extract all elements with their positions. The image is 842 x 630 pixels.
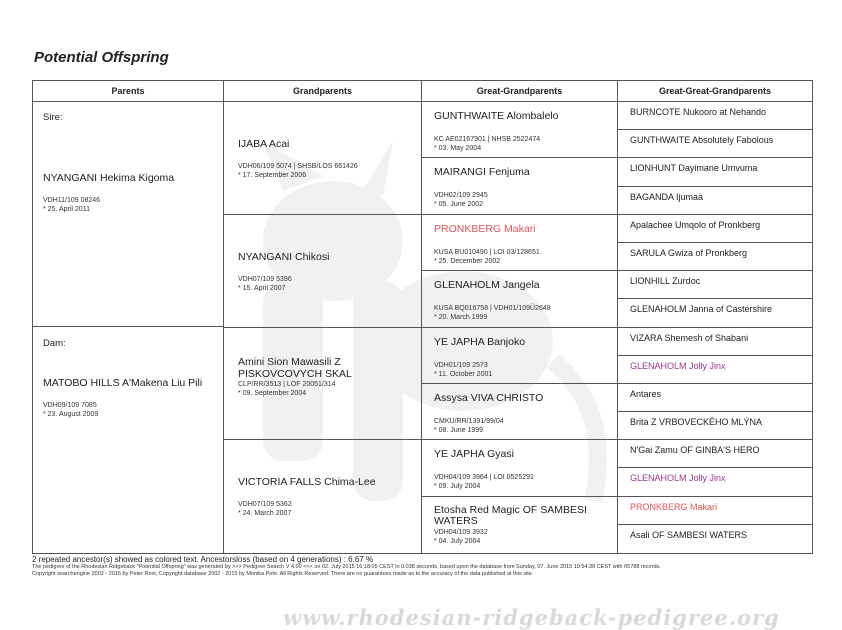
grandparent-reg: VDH07/109 5362 (238, 501, 292, 509)
great-grandparent-born: * 08. June 1999 (434, 426, 484, 434)
great-great-grandparent-name[interactable]: Asali OF SAMBESI WATERS (630, 529, 748, 540)
great-grandparent-reg: VDH04/109 3932 (434, 528, 488, 536)
great-grandparent-reg: KUSA BU010490 | LOI 03/128651 (434, 248, 540, 256)
great-great-grandparent-name[interactable]: LIONHILL Zurdoc (630, 276, 701, 287)
great-grandparent-reg: VDH01/109 2573 (434, 361, 488, 369)
great-great-grandparent-cell[interactable] (618, 440, 812, 468)
great-grandparent-cell[interactable] (422, 328, 617, 384)
great-grandparent-born: * 03. May 2004 (434, 145, 482, 152)
great-grandparent-cell[interactable] (422, 102, 617, 158)
dam-name[interactable]: MATOBO HILLS A'Makena Liu Pili (43, 377, 203, 389)
grandparent-born: * 09. September 2004 (238, 389, 307, 397)
grandparent-cell[interactable] (224, 215, 421, 328)
great-great-grandparent-name[interactable]: SARULA Gwiza of Pronkberg (630, 247, 748, 258)
header-parents: Parents (33, 81, 223, 102)
great-great-grandparent-cell[interactable] (618, 271, 812, 299)
grandparent-name[interactable]: NYANGANI Chikosi (238, 250, 330, 263)
great-grandparent-name[interactable]: Assysa VIVA CHRISTO (434, 391, 544, 404)
great-grandparent-born: * 09. July 2004 (434, 483, 481, 491)
dam-born: * 23. August 2009 (43, 411, 99, 418)
great-great-grandparent-cell[interactable] (618, 356, 812, 384)
great-grandparent-cell[interactable] (422, 215, 617, 271)
great-grandparents-column (422, 81, 617, 553)
great-grandparent-reg: CMKU/RR/1391/99/04 (434, 417, 504, 425)
ancestor-summary: 2 repeated ancestor(s) showed as colored text. Ancestorsloss (based on 4 generations) : 6.67 % (32, 555, 374, 564)
copyright-line: Copyright searchengine 2002 - 2015 by Peter Rost, Copyright database 2002 - 2015 by Monika Pehr. All Rights Reserved. There are no guarantees made as to the accuracy of the data published at this site. (32, 570, 534, 577)
grandparent-reg: CLP/RR/3513 | LOF 20051/314 (238, 380, 336, 388)
great-grandparent-born: * 05. June 2002 (434, 201, 484, 209)
great-grandparent-name[interactable]: YE JAPHA Banjoko (434, 335, 526, 348)
great-grandparent-cell[interactable] (422, 440, 617, 496)
grandparent-cell[interactable] (224, 102, 421, 215)
header-grandparents: Grandparents (224, 81, 421, 102)
great-grandparent-born: * 25. December 2002 (434, 257, 501, 265)
sire-cell[interactable] (33, 102, 223, 327)
grandparent-cell[interactable] (224, 328, 421, 441)
great-great-grandparent-name[interactable]: Brita Z VRBOVECKÉHO MLÝNA (630, 417, 763, 428)
great-grandparent-reg: KC AE02167901 | NHSB 2522474 (434, 136, 541, 143)
great-grandparent-born: * 20. March 1999 (434, 314, 488, 322)
great-grandparent-reg: VDH04/109 3964 | LOI 0525291 (434, 474, 534, 482)
great-great-grandparent-name[interactable]: N'Gai Zamu OF GINBA'S HERO (630, 445, 760, 456)
great-great-grandparent-name[interactable]: PRONKBERG Makari (630, 501, 718, 512)
great-great-grandparent-name[interactable]: GLENAHOLM Janna of Castershire (630, 304, 773, 315)
sire-label: Sire: (43, 112, 63, 123)
copyright-notice (32, 564, 812, 577)
great-great-grandparent-name[interactable]: GLENAHOLM Jolly Jinx (630, 473, 726, 484)
great-grandparent-name[interactable]: MAIRANGI Fenjuma (434, 166, 530, 179)
great-great-grandparent-cell[interactable] (618, 130, 812, 158)
great-great-grandparent-cell[interactable] (618, 525, 812, 553)
great-great-grandparent-name[interactable]: BAGANDA Ijumaa (630, 191, 704, 202)
great-grandparent-born: * 11. October 2001 (434, 370, 493, 378)
grandparent-born: * 17. September 2006 (238, 172, 307, 179)
great-great-grandparent-cell[interactable] (618, 384, 812, 412)
dam-label: Dam: (43, 338, 66, 349)
great-great-grandparent-cell[interactable] (618, 102, 812, 130)
dam-cell[interactable] (33, 328, 223, 553)
great-great-grandparent-cell[interactable] (618, 215, 812, 243)
great-great-grandparent-name[interactable]: GUNTHWAITE Absolutely Fabolous (630, 135, 774, 146)
great-great-grandparent-name[interactable]: GLENAHOLM Jolly Jinx (630, 360, 726, 371)
great-great-grandparent-name[interactable]: Antares (630, 388, 662, 399)
great-grandparent-name[interactable]: YE JAPHA Gyasi (434, 448, 514, 461)
great-grandparent-name[interactable]: GUNTHWAITE Alombalelo (434, 110, 559, 122)
great-great-grandparent-cell[interactable] (618, 328, 812, 356)
dam-reg: VDH09/109 7085 (43, 402, 97, 409)
great-grandparent-cell[interactable] (422, 271, 617, 327)
grandparent-name[interactable]: VICTORIA FALLS Chima-Lee (238, 476, 376, 489)
great-great-grandparents-column (618, 81, 812, 553)
grandparent-cell[interactable] (224, 440, 421, 553)
great-great-grandparent-cell[interactable] (618, 412, 812, 440)
grandparent-name[interactable]: IJABA Acai (238, 138, 290, 150)
header-great-grandparents: Great-Grandparents (422, 81, 617, 102)
great-grandparent-cell[interactable] (422, 384, 617, 440)
great-grandparent-reg: KUSA BQ016758 | VDH01/109Ü2648 (434, 305, 551, 313)
great-grandparent-name[interactable]: GLENAHOLM Jangela (434, 279, 540, 292)
grandparent-reg: VDH06/109 5074 | SHSB/LOS 661426 (238, 163, 358, 170)
great-grandparent-reg: VDH02/109 2945 (434, 192, 488, 200)
parents-column (33, 81, 223, 553)
great-great-grandparent-name[interactable]: BURNCOTE Nukooro at Nehando (630, 107, 767, 117)
page-title: Potential Offspring (34, 49, 169, 66)
great-grandparent-name[interactable]: PRONKBERG Makari (434, 222, 536, 235)
grandparent-name[interactable]: Amini Sion Mawasili Z PISKOVCOVYCH SKAL (238, 355, 352, 380)
great-grandparent-born: * 04. July 2004 (434, 537, 481, 545)
great-great-grandparent-cell[interactable] (618, 158, 812, 186)
sire-reg: VDH11/109 08246 (43, 197, 101, 204)
sire-born: * 25. April 2011 (43, 206, 90, 213)
great-great-grandparent-cell[interactable] (618, 468, 812, 496)
grandparents-column (224, 81, 421, 553)
great-great-grandparent-name[interactable]: LIONHUNT Dayimane Umvuma (630, 163, 758, 174)
great-great-grandparent-name[interactable]: VIZARA Shemesh of Shabani (630, 332, 749, 343)
sire-name[interactable]: NYANGANI Hekima Kigoma (43, 172, 175, 184)
grandparent-reg: VDH07/109 5396 (238, 275, 292, 283)
great-great-grandparent-name[interactable]: Apalachee Umqolo of Pronkberg (630, 219, 761, 230)
grandparent-born: * 24. March 2007 (238, 510, 292, 518)
watermark-text: www.rhodesian-ridgeback-pedigree.org (283, 605, 780, 630)
great-great-grandparent-cell[interactable] (618, 243, 812, 271)
great-grandparent-cell[interactable] (422, 158, 617, 214)
generated-note: The pedigree of the Rhodesian Ridgeback "Potential Offspring" was generated by >>> Pedigree Search V 4.00 <<< on 02. July 2015 16:18:05 CEST in 0.038 seconds, based upon the database from Sunday, 07. June 2015 10:54:38 CEST with 65788 records. (32, 564, 661, 570)
great-great-grandparent-cell[interactable] (618, 497, 812, 525)
great-great-grandparent-cell[interactable] (618, 187, 812, 215)
grandparent-born: * 15. April 2007 (238, 284, 286, 292)
great-great-grandparent-cell[interactable] (618, 299, 812, 327)
great-grandparent-cell[interactable] (422, 497, 617, 553)
header-great-great-grandparents: Great-Great-Grandparents (618, 81, 812, 102)
great-grandparent-name[interactable]: Etosha Red Magic OF SAMBESI WATERS (434, 503, 587, 527)
